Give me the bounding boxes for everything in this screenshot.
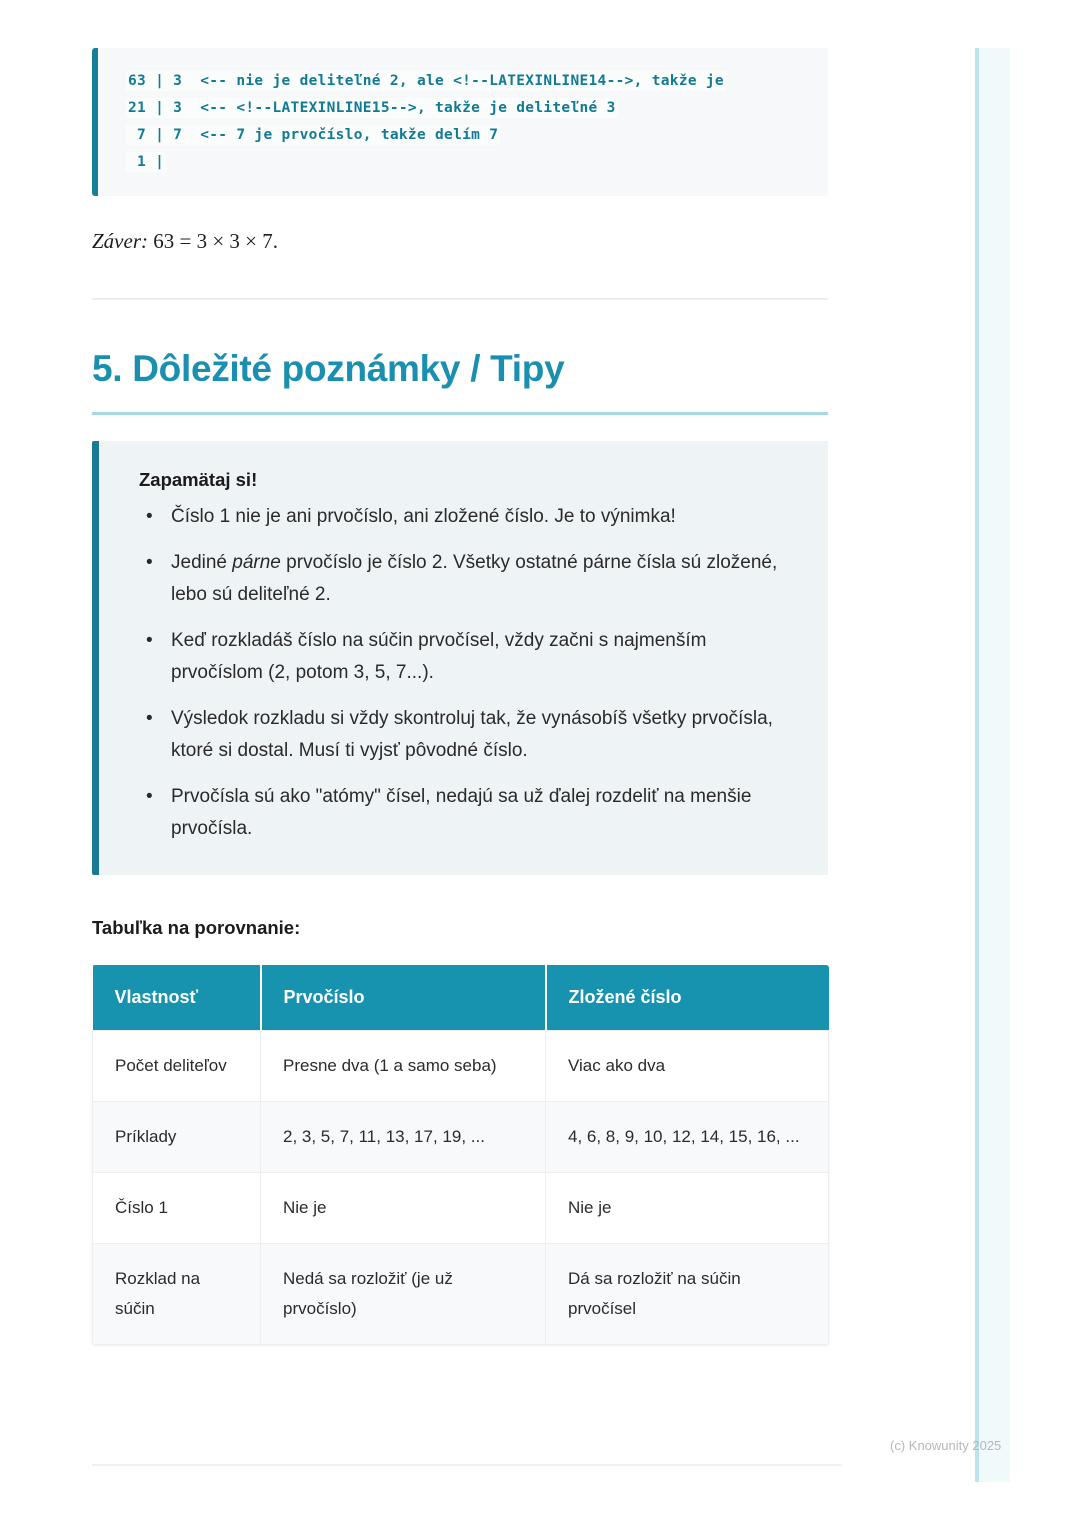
code-block bbox=[92, 48, 828, 196]
list-item-text-before: Jediné bbox=[171, 552, 233, 573]
table-cell: 2, 3, 5, 7, 11, 13, 17, 19, ... bbox=[261, 1102, 546, 1173]
list-item-text-italic: párne bbox=[232, 552, 281, 573]
table-row bbox=[93, 1173, 829, 1244]
table-cell: Viac ako dva bbox=[546, 1031, 829, 1102]
table-label: Tabuľka na porovnanie: bbox=[92, 917, 301, 938]
callout-title: Zapamätaj si! bbox=[139, 469, 258, 490]
table-cell: Presne dva (1 a samo seba) bbox=[261, 1031, 546, 1102]
conclusion-line bbox=[92, 226, 828, 256]
conclusion-label: Záver: bbox=[92, 229, 148, 253]
list-item bbox=[171, 625, 794, 689]
code-line bbox=[98, 95, 828, 122]
code-line bbox=[98, 149, 828, 176]
table-cell: Dá sa rozložiť na súčin prvočísel bbox=[546, 1244, 829, 1345]
list-item-text-before: Výsledok rozkladu si vždy skontroluj tak, že vynásobíš všetky prvočísla, ktoré si dostal. Musí ti vyjsť pôvodné číslo. bbox=[171, 708, 773, 761]
table-header-cell: Zložené číslo bbox=[546, 965, 829, 1031]
footer-divider bbox=[92, 1464, 842, 1466]
code-line-text: 7 | 7 <-- 7 je prvočíslo, takže delím 7 bbox=[128, 127, 499, 143]
table-cell: 4, 6, 8, 9, 10, 12, 14, 15, 16, ... bbox=[546, 1102, 829, 1173]
table-cell: Počet deliteľov bbox=[93, 1031, 261, 1102]
table-row bbox=[93, 1031, 829, 1102]
list-item bbox=[171, 781, 794, 845]
code-line-text: 63 | 3 <-- nie je deliteľné 2, ale <!--LATEXINLINE14-->, takže je bbox=[128, 73, 724, 89]
title-underline bbox=[92, 412, 828, 415]
comparison-table bbox=[92, 965, 829, 1345]
remember-callout bbox=[92, 441, 828, 875]
section-divider bbox=[92, 298, 828, 300]
list-item bbox=[171, 501, 794, 533]
copyright-watermark: (c) Knowunity 2025 bbox=[890, 1438, 1002, 1453]
code-line-text: 21 | 3 <-- <!--LATEXINLINE15-->, takže je deliteľné 3 bbox=[128, 100, 616, 116]
table-header-cell: Vlastnosť bbox=[93, 965, 261, 1031]
table-cell: Rozklad na súčin bbox=[93, 1244, 261, 1345]
table-cell: Nie je bbox=[261, 1173, 546, 1244]
list-item bbox=[171, 703, 794, 767]
table-header-cell: Prvočíslo bbox=[261, 965, 546, 1031]
list-item-text-after: prvočíslo je číslo 2. Všetky ostatné párne čísla sú zložené, lebo sú deliteľné 2. bbox=[171, 552, 778, 605]
code-line bbox=[98, 68, 828, 95]
table-cell: Nedá sa rozložiť (je už prvočíslo) bbox=[261, 1244, 546, 1345]
table-row bbox=[93, 1102, 829, 1173]
code-line bbox=[98, 122, 828, 149]
conclusion-equation: 63 = 3 × 3 × 7. bbox=[148, 229, 279, 253]
document-content bbox=[92, 48, 828, 1345]
table-row bbox=[93, 1244, 829, 1345]
table-header-row bbox=[93, 965, 829, 1031]
list-item-text-before: Číslo 1 nie je ani prvočíslo, ani zložené číslo. Je to výnimka! bbox=[171, 506, 676, 527]
page-title: 5. Dôležité poznámky / Tipy bbox=[92, 348, 565, 389]
code-line-text: 1 | bbox=[128, 154, 165, 170]
table-cell: Číslo 1 bbox=[93, 1173, 261, 1244]
list-item-text-before: Prvočísla sú ako "atómy" čísel, nedajú sa už ďalej rozdeliť na menšie prvočísla. bbox=[171, 786, 752, 839]
table-cell: Nie je bbox=[546, 1173, 829, 1244]
callout-list bbox=[139, 501, 794, 845]
list-item bbox=[171, 547, 794, 611]
list-item-text-before: Keď rozkladáš číslo na súčin prvočísel, vždy začni s najmenším prvočíslom (2, potom 3, 5, 7...). bbox=[171, 630, 707, 683]
table-cell: Príklady bbox=[93, 1102, 261, 1173]
